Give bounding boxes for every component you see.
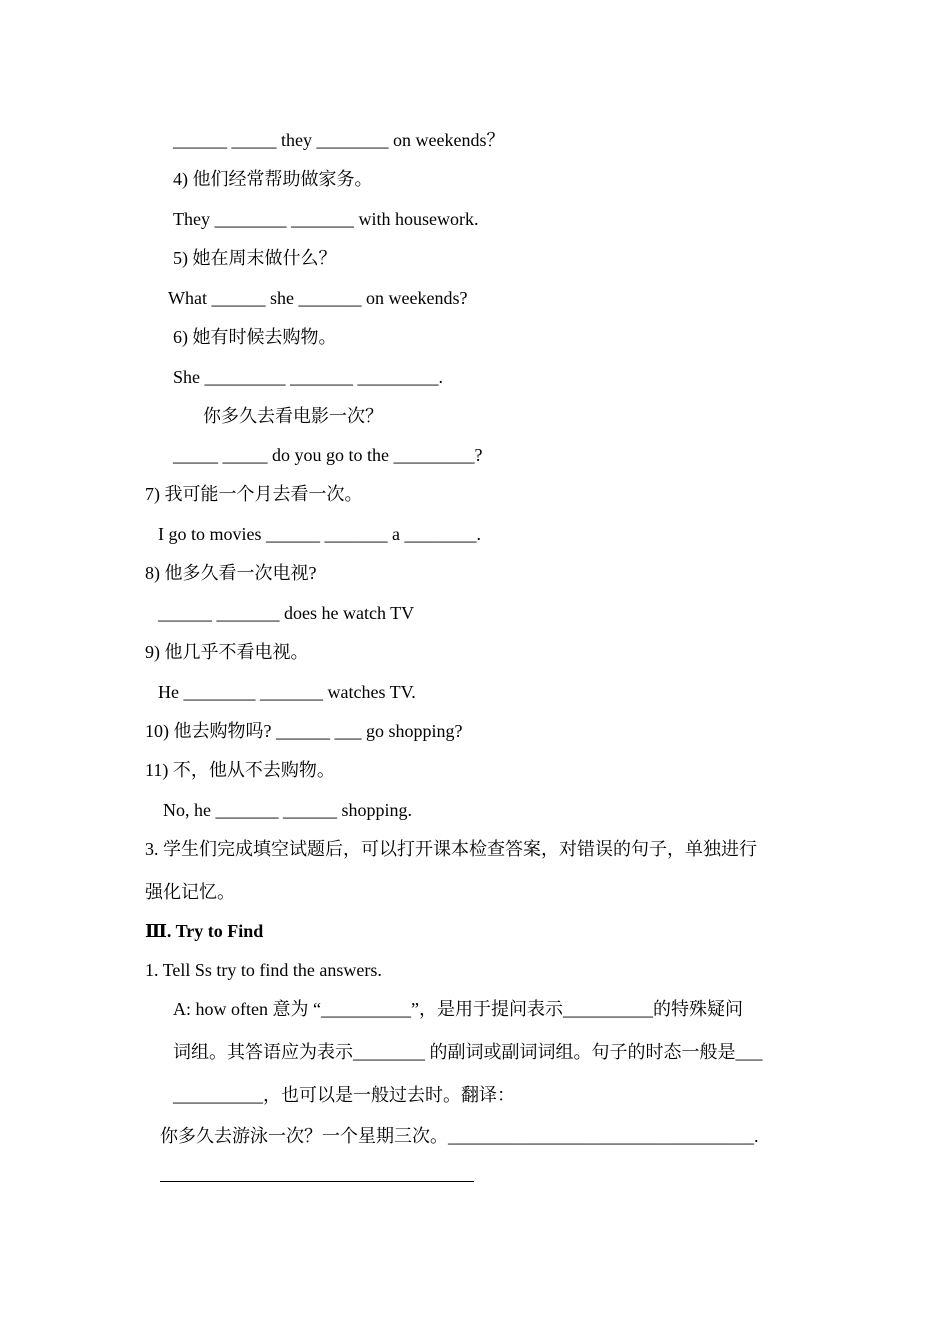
text-line: __________，也可以是一般过去时。翻译： [173, 1085, 515, 1105]
text-line: 1. Tell Ss try to find the answers. [145, 960, 382, 980]
text-line: 10) 他去购物吗? ______ ___ go shopping? [145, 721, 463, 741]
text-line: 8) 他多久看一次电视? [145, 563, 317, 583]
text-line: 4) 他们经常帮助做家务。 [173, 169, 373, 189]
text-line: ______ _____ they ________ on weekends？ [173, 130, 505, 150]
text-line: 11) 不，他从不去购物。 [145, 760, 335, 780]
text-line: _____ _____ do you go to the _________? [173, 445, 483, 465]
text-line: No, he _______ ______ shopping. [163, 800, 412, 820]
text-line: 强化记忆。 [145, 882, 235, 902]
text-line: She _________ _______ _________. [173, 367, 443, 387]
section-heading: Ⅲ. Try to Find [145, 921, 264, 941]
text-line: 5) 她在周末做什么？ [173, 248, 337, 268]
text-line: 7) 我可能一个月去看一次。 [145, 484, 363, 504]
text-line: I go to movies ______ _______ a ________. [158, 524, 481, 544]
text-line: They ________ _______ with housework. [173, 209, 479, 229]
text-line: 6) 她有时候去购物。 [173, 327, 337, 347]
text-line: ______ _______ does he watch TV [158, 603, 415, 623]
text-line: A: how often 意为 “__________”，是用于提问表示__________的特殊疑问 [173, 999, 743, 1019]
text-line: 3. 学生们完成填空试题后，可以打开课本检查答案，对错误的句子，单独进行 [145, 839, 757, 859]
text-line: 你多久去游泳一次？一个星期三次。__________________________________. [160, 1126, 759, 1146]
answer-blank-line [160, 1181, 474, 1182]
text-line: He ________ _______ watches TV. [158, 682, 416, 702]
text-line: 词组。其答语应为表示________ 的副词或副词词组。句子的时态一般是___ [173, 1042, 763, 1062]
text-line: What ______ she _______ on weekends? [168, 288, 468, 308]
text-line: 9) 他几乎不看电视。 [145, 642, 309, 662]
text-line: 你多久去看电影一次？ [203, 406, 383, 426]
